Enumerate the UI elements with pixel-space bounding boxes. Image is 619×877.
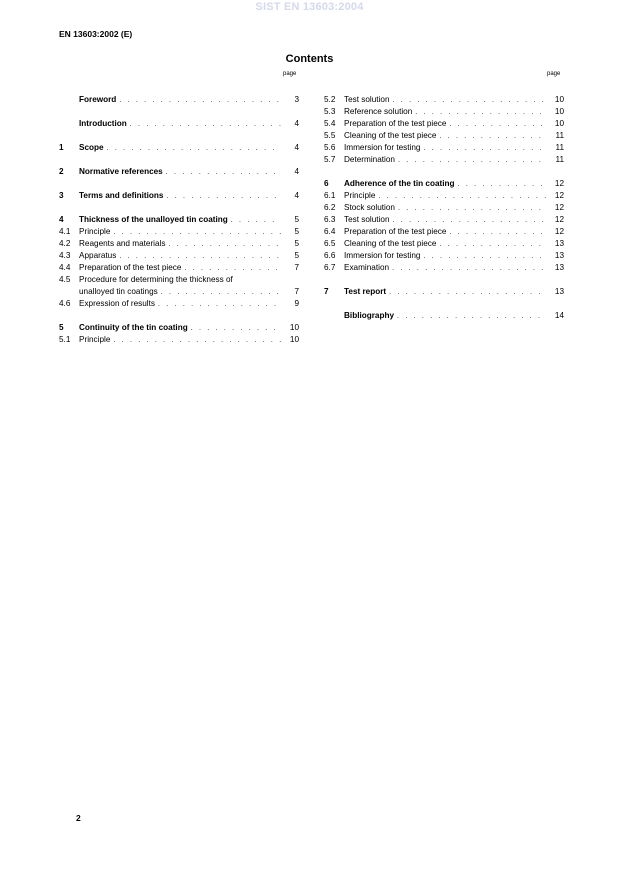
toc-leader-dots xyxy=(449,229,546,236)
toc-entry-number: 4.5 xyxy=(59,275,71,284)
toc-entry[interactable] xyxy=(324,143,564,155)
page-title: Contents xyxy=(285,53,334,65)
toc-entry-page: 10 xyxy=(554,95,564,104)
toc-entry-page: 13 xyxy=(554,251,564,260)
toc-entry-title: Determination xyxy=(344,155,395,164)
toc-leader-dots xyxy=(107,145,281,152)
toc-leader-dots xyxy=(119,253,281,260)
toc-leader-dots xyxy=(130,121,281,128)
toc-entry-number: 5.5 xyxy=(324,131,336,140)
toc-entry[interactable] xyxy=(324,95,564,107)
toc-entry-title: Principle xyxy=(344,191,376,200)
toc-entry-title: Terms and definitions xyxy=(79,191,164,200)
toc-entry-page: 12 xyxy=(554,227,564,236)
toc-entry-page: 10 xyxy=(289,323,299,332)
toc-entry[interactable] xyxy=(59,323,299,335)
toc-entry-number: 6.7 xyxy=(324,263,336,272)
toc-entry-title: Continuity of the tin coating xyxy=(79,323,188,332)
toc-entry-number: 5.6 xyxy=(324,143,336,152)
toc-entry-page: 11 xyxy=(555,131,564,140)
toc-entry-title: Principle xyxy=(79,227,111,236)
toc-entry[interactable] xyxy=(324,263,564,275)
toc-entry-title: Adherence of the tin coating xyxy=(344,179,455,188)
toc-leader-dots xyxy=(398,157,546,164)
toc-entry-title: Procedure for determining the thickness of xyxy=(79,275,233,284)
toc-leader-dots xyxy=(184,265,281,272)
toc-entry-page: 12 xyxy=(554,203,564,212)
toc-entry-number: 3 xyxy=(59,191,64,200)
toc-leader-dots xyxy=(231,217,281,224)
toc-entry-title: Apparatus xyxy=(79,251,117,260)
toc-leader-dots xyxy=(449,121,546,128)
toc-leader-dots xyxy=(166,169,281,176)
toc-entry-title: Examination xyxy=(344,263,390,272)
toc-entry-title: Preparation of the test piece xyxy=(79,263,182,272)
toc-entry[interactable] xyxy=(59,167,299,179)
toc-entry-title: Test solution xyxy=(344,95,390,104)
toc-entry[interactable] xyxy=(324,131,564,143)
toc-entry[interactable] xyxy=(59,299,299,311)
toc-entry-number: 6 xyxy=(324,179,329,188)
toc-leader-dots xyxy=(166,193,281,200)
toc-entry-title: Immersion for testing xyxy=(344,251,421,260)
toc-entry-title: Reagents and materials xyxy=(79,239,166,248)
toc-leader-dots xyxy=(415,109,546,116)
toc-entry[interactable] xyxy=(324,119,564,131)
toc-entry-page: 13 xyxy=(554,263,564,272)
toc-entry-title: Principle xyxy=(79,335,111,344)
toc-entry-page: 14 xyxy=(554,311,564,320)
toc-entry[interactable] xyxy=(324,179,564,191)
toc-leader-dots xyxy=(168,241,281,248)
document-id: EN 13603:2002 (E) xyxy=(59,29,133,39)
toc-entry[interactable] xyxy=(59,335,299,347)
toc-entry-number: 4.1 xyxy=(59,227,71,236)
toc-entry-number: 6.2 xyxy=(324,203,336,212)
toc-entry-number: 7 xyxy=(324,287,329,296)
toc-entry[interactable] xyxy=(324,287,564,299)
watermark-text: SIST EN 13603:2004 xyxy=(255,1,364,13)
toc-entry-number: 6.4 xyxy=(324,227,336,236)
toc-entry[interactable] xyxy=(59,275,299,287)
toc-entry-title: Preparation of the test piece xyxy=(344,119,447,128)
toc-entry-page: 12 xyxy=(554,191,564,200)
toc-leader-dots xyxy=(398,205,546,212)
toc-entry-number: 5.1 xyxy=(59,335,71,344)
page-column-label-left: page xyxy=(283,71,297,77)
toc-entry-page: 4 xyxy=(294,119,299,128)
toc-entry-number: 5.2 xyxy=(324,95,336,104)
toc-leader-dots xyxy=(158,301,281,308)
toc-entry[interactable] xyxy=(324,215,564,227)
toc-entry-number: 6.5 xyxy=(324,239,336,248)
toc-entry[interactable] xyxy=(59,227,299,239)
toc-entry[interactable] xyxy=(324,107,564,119)
toc-entry[interactable] xyxy=(59,119,299,131)
toc-entry-number: 5 xyxy=(59,323,64,332)
toc-entry-number: 2 xyxy=(59,167,64,176)
page-column-label-right: page xyxy=(547,71,561,77)
toc-entry-title: Expression of results xyxy=(79,299,155,308)
toc-entry-title: Cleaning of the test piece xyxy=(344,131,437,140)
toc-entry-page: 7 xyxy=(294,287,299,296)
toc-entry-page: 9 xyxy=(294,299,299,308)
toc-entry-page: 4 xyxy=(294,167,299,176)
toc-entry-page: 11 xyxy=(555,143,564,152)
toc-entry-page: 3 xyxy=(294,95,299,104)
toc-leader-dots xyxy=(439,241,546,248)
toc-entry-title: unalloyed tin coatings xyxy=(79,287,158,296)
toc-entry[interactable] xyxy=(324,239,564,251)
toc-entry-number: 4.3 xyxy=(59,251,71,260)
toc-entry-title: Cleaning of the test piece xyxy=(344,239,437,248)
toc-entry[interactable] xyxy=(59,263,299,275)
toc-entry-number: 1 xyxy=(59,143,64,152)
toc-entry-page: 10 xyxy=(554,119,564,128)
toc-entry-page: 10 xyxy=(554,107,564,116)
toc-entry-title: Thickness of the unalloyed tin coating xyxy=(79,215,228,224)
toc-entry-number: 6.1 xyxy=(324,191,336,200)
toc-entry-page: 4 xyxy=(294,143,299,152)
toc-entry-page: 10 xyxy=(289,335,299,344)
toc-entry-page: 13 xyxy=(554,287,564,296)
toc-entry[interactable] xyxy=(59,143,299,155)
toc-entry-page: 12 xyxy=(554,179,564,188)
toc-entry[interactable] xyxy=(324,155,564,167)
toc-entry-title: Bibliography xyxy=(344,311,395,320)
toc-entry-number: 6.6 xyxy=(324,251,336,260)
toc-entry[interactable] xyxy=(324,227,564,239)
toc-entry-title: Preparation of the test piece xyxy=(344,227,447,236)
toc-entry-number: 6.3 xyxy=(324,215,336,224)
toc-entry-title: Foreword xyxy=(79,95,117,104)
toc-entry-number: 5.4 xyxy=(324,119,336,128)
toc-entry-title: Test solution xyxy=(344,215,390,224)
toc-entry-title: Introduction xyxy=(79,119,127,128)
toc-entry[interactable] xyxy=(324,251,564,263)
toc-leader-dots xyxy=(423,253,546,260)
toc-leader-dots xyxy=(393,97,546,104)
toc-entry[interactable] xyxy=(59,287,299,299)
toc-leader-dots xyxy=(389,289,546,296)
toc-leader-dots xyxy=(191,325,281,332)
toc-entry-number: 4.2 xyxy=(59,239,71,248)
toc-leader-dots xyxy=(397,313,546,320)
toc-entry-number: 4.6 xyxy=(59,299,71,308)
toc-leader-dots xyxy=(119,97,281,104)
toc-entry-page: 5 xyxy=(294,227,299,236)
toc-entry-title: Test report xyxy=(344,287,387,296)
toc-entry[interactable] xyxy=(59,251,299,263)
toc-entry[interactable] xyxy=(324,311,564,323)
toc-entry-number: 4 xyxy=(59,215,64,224)
toc-entry-title: Normative references xyxy=(79,167,163,176)
toc-entry-page: 5 xyxy=(294,239,299,248)
toc-leader-dots xyxy=(458,181,546,188)
toc-entry-number: 4.4 xyxy=(59,263,71,272)
toc-entry-page: 5 xyxy=(294,251,299,260)
toc-entry-title: Immersion for testing xyxy=(344,143,421,152)
toc-entry-number: 5.7 xyxy=(324,155,336,164)
toc-leader-dots xyxy=(393,217,546,224)
toc-entry[interactable] xyxy=(59,95,299,107)
toc-entry-page: 5 xyxy=(294,215,299,224)
toc-entry-page: 4 xyxy=(294,191,299,200)
toc-entry-number: 5.3 xyxy=(324,107,336,116)
toc-leader-dots xyxy=(113,337,281,344)
toc-leader-dots xyxy=(392,265,546,272)
toc-leader-dots xyxy=(161,289,281,296)
toc-entry-page: 12 xyxy=(554,215,564,224)
toc-leader-dots xyxy=(113,229,281,236)
toc-entry[interactable] xyxy=(59,191,299,203)
toc-entry[interactable] xyxy=(59,239,299,251)
toc-entry-title: Stock solution xyxy=(344,203,395,212)
toc-leader-dots xyxy=(378,193,546,200)
toc-entry-page: 13 xyxy=(554,239,564,248)
footer-page-number: 2 xyxy=(76,813,81,823)
toc-entry[interactable] xyxy=(324,191,564,203)
toc-entry[interactable] xyxy=(324,203,564,215)
toc-entry-page: 7 xyxy=(294,263,299,272)
toc-leader-dots xyxy=(439,133,546,140)
toc-entry[interactable] xyxy=(59,215,299,227)
toc-entry-title: Scope xyxy=(79,143,104,152)
toc-leader-dots xyxy=(423,145,546,152)
toc-entry-title: Reference solution xyxy=(344,107,413,116)
toc-entry-page: 11 xyxy=(555,155,564,164)
